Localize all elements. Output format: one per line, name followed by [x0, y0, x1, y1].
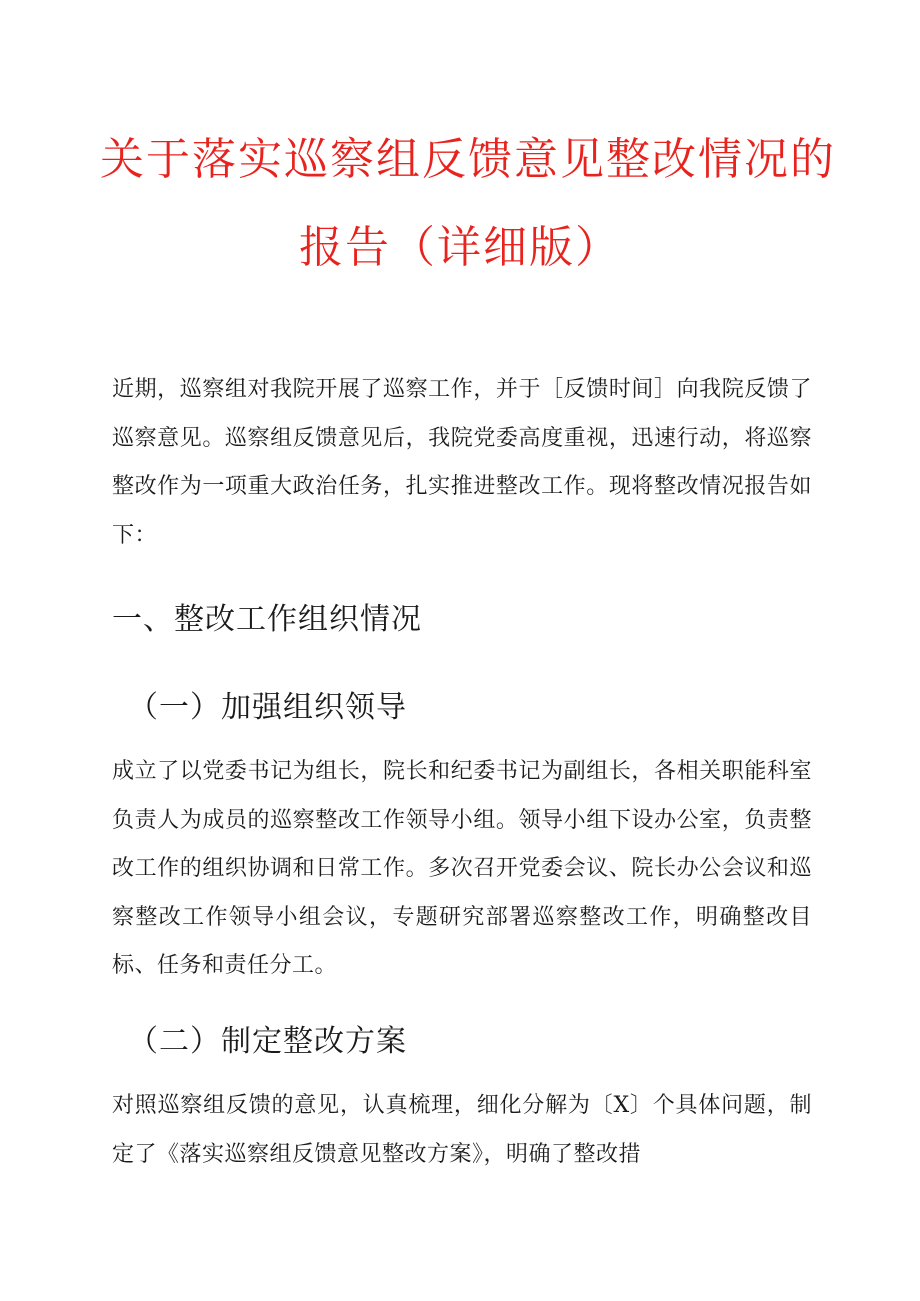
subsection-1-paragraph: 成立了以党委书记为组长，院长和纪委书记为副组长，各相关职能科室负责人为成员的巡察整改工作领导小组。领导小组下设办公室，负责整改工作的组织协调和日常工作。多次召开党委会议、院长办公会议和巡察整改工作领导小组会议，专题研究部署巡察整改工作，明确整改目标、任务和责任分工。: [112, 759, 812, 978]
subsection-2-paragraph: 对照巡察组反馈的意见，认真梳理，细化分解为〔X〕个具体问题，制定了《落实巡察组反馈意见整改方案》，明确了整改措: [112, 1093, 812, 1167]
subsection-1-heading: （一）加强组织领导: [128, 690, 407, 725]
report-title-line-1: 关于落实巡察组反馈意见整改情况的: [100, 134, 836, 185]
intro-paragraph: 近期，巡察组对我院开展了巡察工作，并于［反馈时间］向我院反馈了巡察意见。巡察组反馈意见后，我院党委高度重视，迅速行动，将巡察整改作为一项重大政治任务，扎实推进整改工作。现将整改情况报告如下：: [112, 377, 812, 548]
report-title-line-2: 报告（详细版）: [299, 222, 621, 273]
subsection-2-heading: （二）制定整改方案: [128, 1024, 407, 1059]
section-1-heading: 一、整改工作组织情况: [112, 602, 422, 637]
